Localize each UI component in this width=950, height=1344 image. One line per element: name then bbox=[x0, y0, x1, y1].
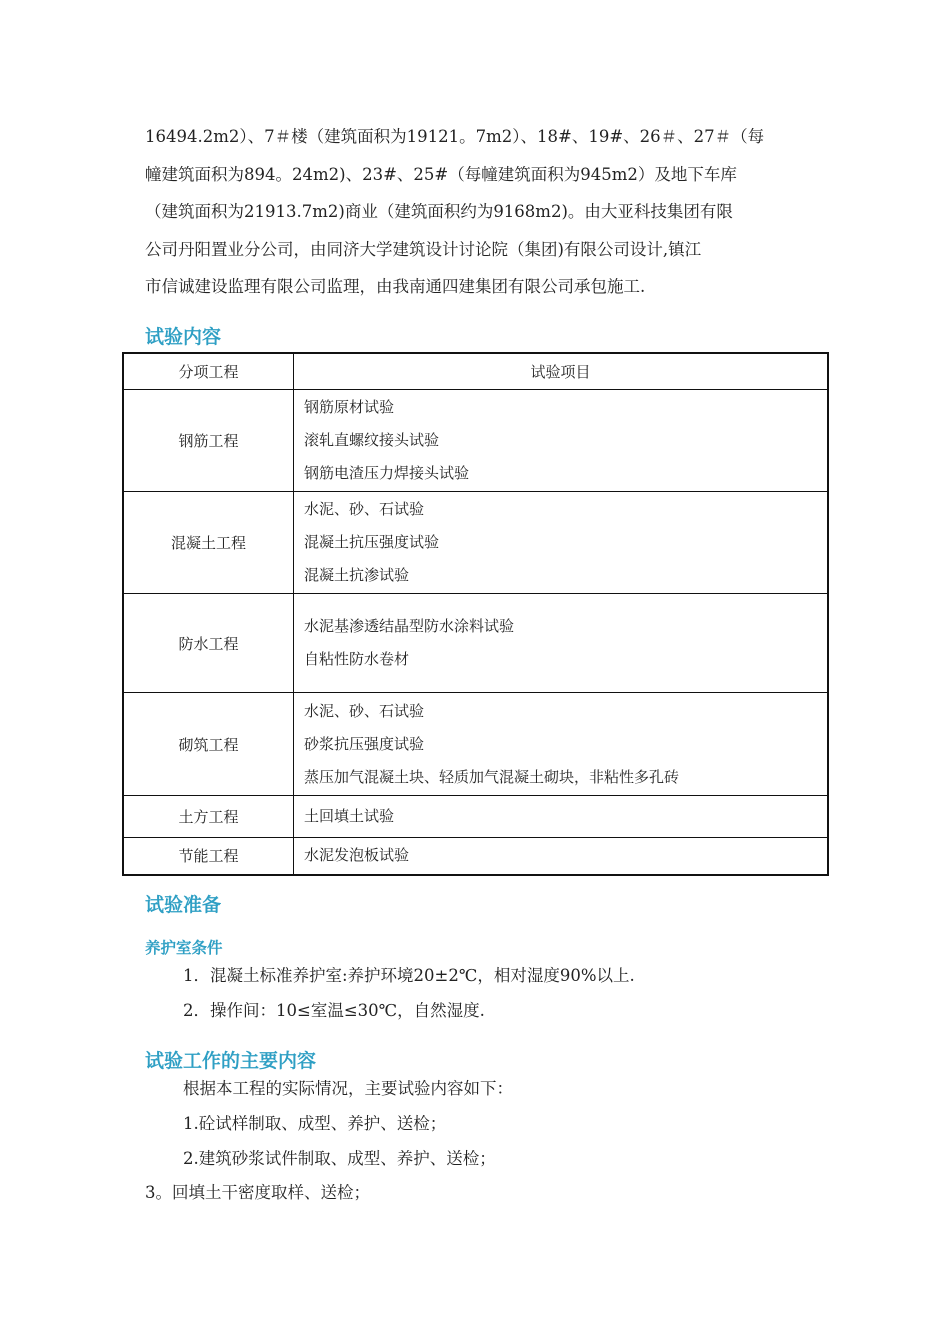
table-row bbox=[123, 796, 828, 838]
table-row bbox=[123, 693, 828, 796]
row-category: 砌筑工程 bbox=[123, 693, 294, 796]
intro-line: 幢建筑面积为894。24m2)、23#、25#（每幢建筑面积为945m2）及地下车库 bbox=[145, 164, 737, 184]
row-category: 防水工程 bbox=[123, 594, 294, 693]
intro-line: （建筑面积为21913.7m2)商业（建筑面积约为9168m2)。由大亚科技集团有限 bbox=[145, 202, 733, 221]
header-items: 试验项目 bbox=[294, 353, 829, 390]
list-item: 蒸压加气混凝土块、轻质加气混凝土砌块，非粘性多孔砖 bbox=[304, 767, 680, 786]
intro-paragraph bbox=[145, 118, 805, 306]
list-item: 钢筋电渣压力焊接头试验 bbox=[304, 464, 470, 482]
list-item: 钢筋原材试验 bbox=[304, 398, 395, 416]
intro-line: 16494.2m2）、7＃楼（建筑面积为19121。7m2）、18#、19#、26＃、27＃（每 bbox=[145, 127, 765, 146]
list-item: 3。回填土干密度取样、送检； bbox=[145, 1183, 370, 1202]
section-subtitle-curing-room: 养护室条件 bbox=[145, 939, 223, 957]
tests-table bbox=[122, 352, 829, 876]
list-item: 水泥、砂、石试验 bbox=[304, 701, 425, 720]
list-item: 1.砼试样制取、成型、养护、送检； bbox=[183, 1114, 447, 1133]
list-item: 水泥、砂、石试验 bbox=[304, 500, 425, 518]
lead-text: 根据本工程的实际情况，主要试验内容如下： bbox=[183, 1079, 513, 1098]
list-item: 混凝土抗渗试验 bbox=[304, 566, 410, 584]
header-category: 分项工程 bbox=[123, 353, 294, 390]
row-category: 节能工程 bbox=[123, 838, 294, 875]
section-title-tests: 试验内容 bbox=[145, 326, 222, 348]
table-row bbox=[123, 838, 828, 875]
row-items bbox=[294, 838, 829, 875]
list-item: 混凝土抗压强度试验 bbox=[304, 533, 440, 551]
table-row bbox=[123, 390, 828, 492]
row-category: 混凝土工程 bbox=[123, 492, 294, 594]
row-items bbox=[294, 796, 829, 838]
list-item: 水泥基渗透结晶型防水涂料试验 bbox=[304, 617, 515, 635]
row-items bbox=[294, 594, 829, 693]
list-item: 2.建筑砂浆试件制取、成型、养护、送检； bbox=[183, 1149, 496, 1168]
table-row bbox=[123, 594, 828, 693]
table-header-row bbox=[123, 353, 828, 390]
list-item: 滚轧直螺纹接头试验 bbox=[304, 431, 440, 449]
section-title-prep: 试验准备 bbox=[145, 894, 222, 916]
list-item: 砂浆抗压强度试验 bbox=[304, 734, 425, 753]
list-item: 自粘性防水卷材 bbox=[304, 650, 410, 668]
list-item: 土回填土试验 bbox=[304, 807, 395, 825]
row-category: 钢筋工程 bbox=[123, 390, 294, 492]
row-category: 土方工程 bbox=[123, 796, 294, 838]
row-items bbox=[294, 492, 829, 594]
table-row bbox=[123, 492, 828, 594]
list-item: 水泥发泡板试验 bbox=[304, 846, 410, 865]
list-item: 1．混凝土标准养护室:养护环境20±2℃，相对湿度90%以上. bbox=[183, 966, 635, 985]
intro-line: 公司丹阳置业分公司，由同济大学建筑设计讨论院（集团)有限公司设计,镇江 bbox=[145, 239, 702, 259]
list-item: 2．操作间：10≤室温≤30℃，自然湿度. bbox=[183, 1001, 485, 1020]
row-items bbox=[294, 693, 829, 796]
section-title-main-work: 试验工作的主要内容 bbox=[145, 1050, 317, 1072]
row-items bbox=[294, 390, 829, 492]
intro-line: 市信诚建设监理有限公司监理，由我南通四建集团有限公司承包施工. bbox=[145, 277, 646, 296]
